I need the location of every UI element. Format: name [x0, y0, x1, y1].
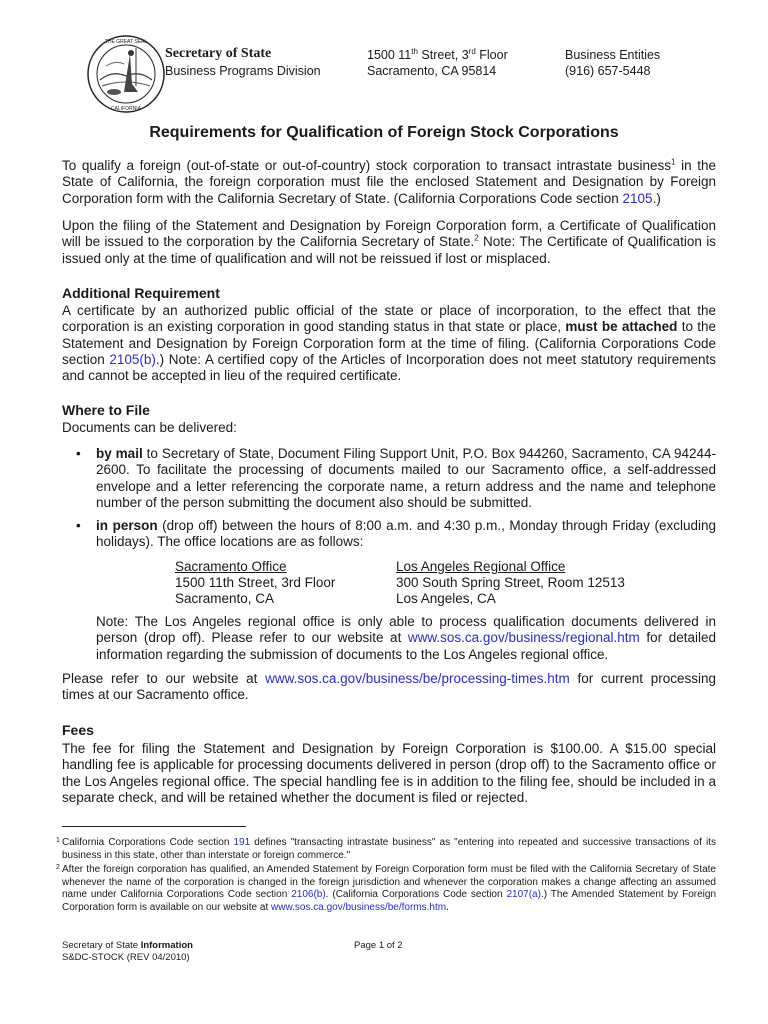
where-to-file-intro: Documents can be delivered: [62, 420, 237, 435]
footnote-ref-1: 1 [671, 157, 676, 167]
address-line-2: Sacramento, CA 95814 [367, 64, 497, 78]
division-name: Business Programs Division [165, 64, 321, 78]
svg-text:CALIFORNIA: CALIFORNIA [110, 106, 142, 112]
footnote-1: 1 California Corporations Code section 191 defines "transacting intrastate business" as "entering into repeated and successive transactions of its business in this state, other than interstate or foreign commerce." [56, 837, 716, 861]
footnote-divider [62, 826, 246, 827]
footnote-ref-2: 2 [474, 233, 479, 243]
code-2105b-link[interactable]: 2105(b) [109, 351, 156, 367]
forms-link[interactable]: www.sos.ca.gov/business/be/forms.htm [271, 901, 447, 913]
footer-left: Secretary of State Information S&DC-STOCK (REV 04/2010) [62, 940, 193, 963]
fees-text: The fee for filing the Statement and Designation by Foreign Corporation is $100.00. A $15.00 special handling fee is applicable for processing documents delivered in person (drop off) to the Sacramento office or the Los Angeles regional office. The special handling fee is in addition to the filing fee, should be included in a separate check, and will be retained whether the document is filed or rejected. [62, 741, 716, 805]
address-line-1: 1500 11th Street, 3rd Floor [367, 46, 508, 62]
page-number: Page 1 of 2 [354, 940, 403, 951]
code-2107a-link[interactable]: 2107(a) [506, 889, 541, 901]
delivery-by-mail: • by mail to Secretary of State, Document Filing Support Unit, P.O. Box 944260, Sacramento, CA 94244-2600. To facilitate the processing of documents mailed to our Sacramento office, a self-addressed envelope and a letter referencing the corporate name, a return address and the name and telephone number of the person submitting the document also should be submitted. [76, 446, 716, 510]
delivery-in-person: • in person (drop off) between the hours of 8:00 a.m. and 4:30 p.m., Monday through Friday (excluding holidays). The office locations are as follows: [76, 518, 716, 550]
org-name: Secretary of State [165, 46, 272, 61]
processing-times-link[interactable]: www.sos.ca.gov/business/be/processing-times.htm [265, 671, 570, 686]
processing-times-note: Please refer to our website at www.sos.ca.gov/business/be/processing-times.htm for current processing times at our Sacramento office. [62, 671, 717, 703]
code-191-link[interactable]: 191 [233, 837, 251, 848]
additional-requirement-heading: Additional Requirement [62, 285, 220, 301]
page-title: Requirements for Qualification of Foreign Stock Corporations [149, 124, 619, 141]
los-angeles-office: Los Angeles Regional Office 300 South Spring Street, Room 12513 Los Angeles, CA [396, 559, 625, 607]
bullet-icon: • [76, 518, 81, 533]
intro-paragraph-2: Upon the filing of the Statement and Designation by Foreign Corporation form, a Certificate of Qualification will be issued to the corporation by the California Secretary of State.$^2$ Note: The Certificate of Qualification is issued only at the time of qualification and will not be reissued if lost or misplaced. [62, 218, 717, 266]
california-seal-icon [86, 34, 166, 114]
where-to-file-heading: Where to File [62, 402, 150, 418]
department-name: Business Entities [565, 48, 661, 62]
regional-office-link[interactable]: www.sos.ca.gov/business/regional.htm [407, 630, 640, 646]
intro-paragraph-1: To qualify a foreign (out-of-state or out-of-country) stock corporation to transact intrastate business$^1$ in the State of California, the foreign corporation must file the enclosed Statement and Designation by Foreign Corporation form with the California Secretary of State. (California Corporations Code section 2105.) [62, 157, 716, 206]
fees-heading: Fees [62, 722, 94, 738]
footnote-2: 2 After the foreign corporation has qualified, an Amended Statement by Foreign Corporation form must be filed with the California Secretary of State whenever the name of the corporation is changed in the foreign jurisdiction and whenever the corporation makes a change affecting an assumed name under California Corporations Code section 2106(b). (California Corporations Code section 2107(a).) The Amended Statement by Foreign Corporation form is available on our website at www.sos.ca.gov/business/be/forms.htm. [56, 864, 717, 913]
la-office-note: Note: The Los Angeles regional office is only able to process qualification documents delivered in person (drop off). Please refer to our website at www.sos.ca.gov/business/regional.htm for detailed information regarding the submission of documents to the Los Angeles regional office. [96, 614, 716, 662]
svg-text:THE GREAT SEAL: THE GREAT SEAL [104, 39, 148, 45]
additional-requirement-text: A certificate by an authorized public official of the state or place of incorporation, to the effect that the corporation is an existing corporation in good standing status in that state or place, must be attached to the Statement and Designation by Foreign Corporation form at the time of filing. (California Corporations Code section 2105(b).) Note: A certified copy of the Articles of Incorporation does not meet statutory requirements and cannot be accepted in lieu of the required certificate. [62, 303, 717, 384]
code-2106b-link[interactable]: 2106(b) [291, 889, 326, 901]
department-phone: (916) 657-5448 [565, 64, 651, 78]
bullet-icon: • [76, 446, 81, 461]
code-2105-link[interactable]: 2105 [622, 190, 653, 206]
sacramento-office: Sacramento Office 1500 11th Street, 3rd Floor Sacramento, CA [175, 559, 336, 607]
